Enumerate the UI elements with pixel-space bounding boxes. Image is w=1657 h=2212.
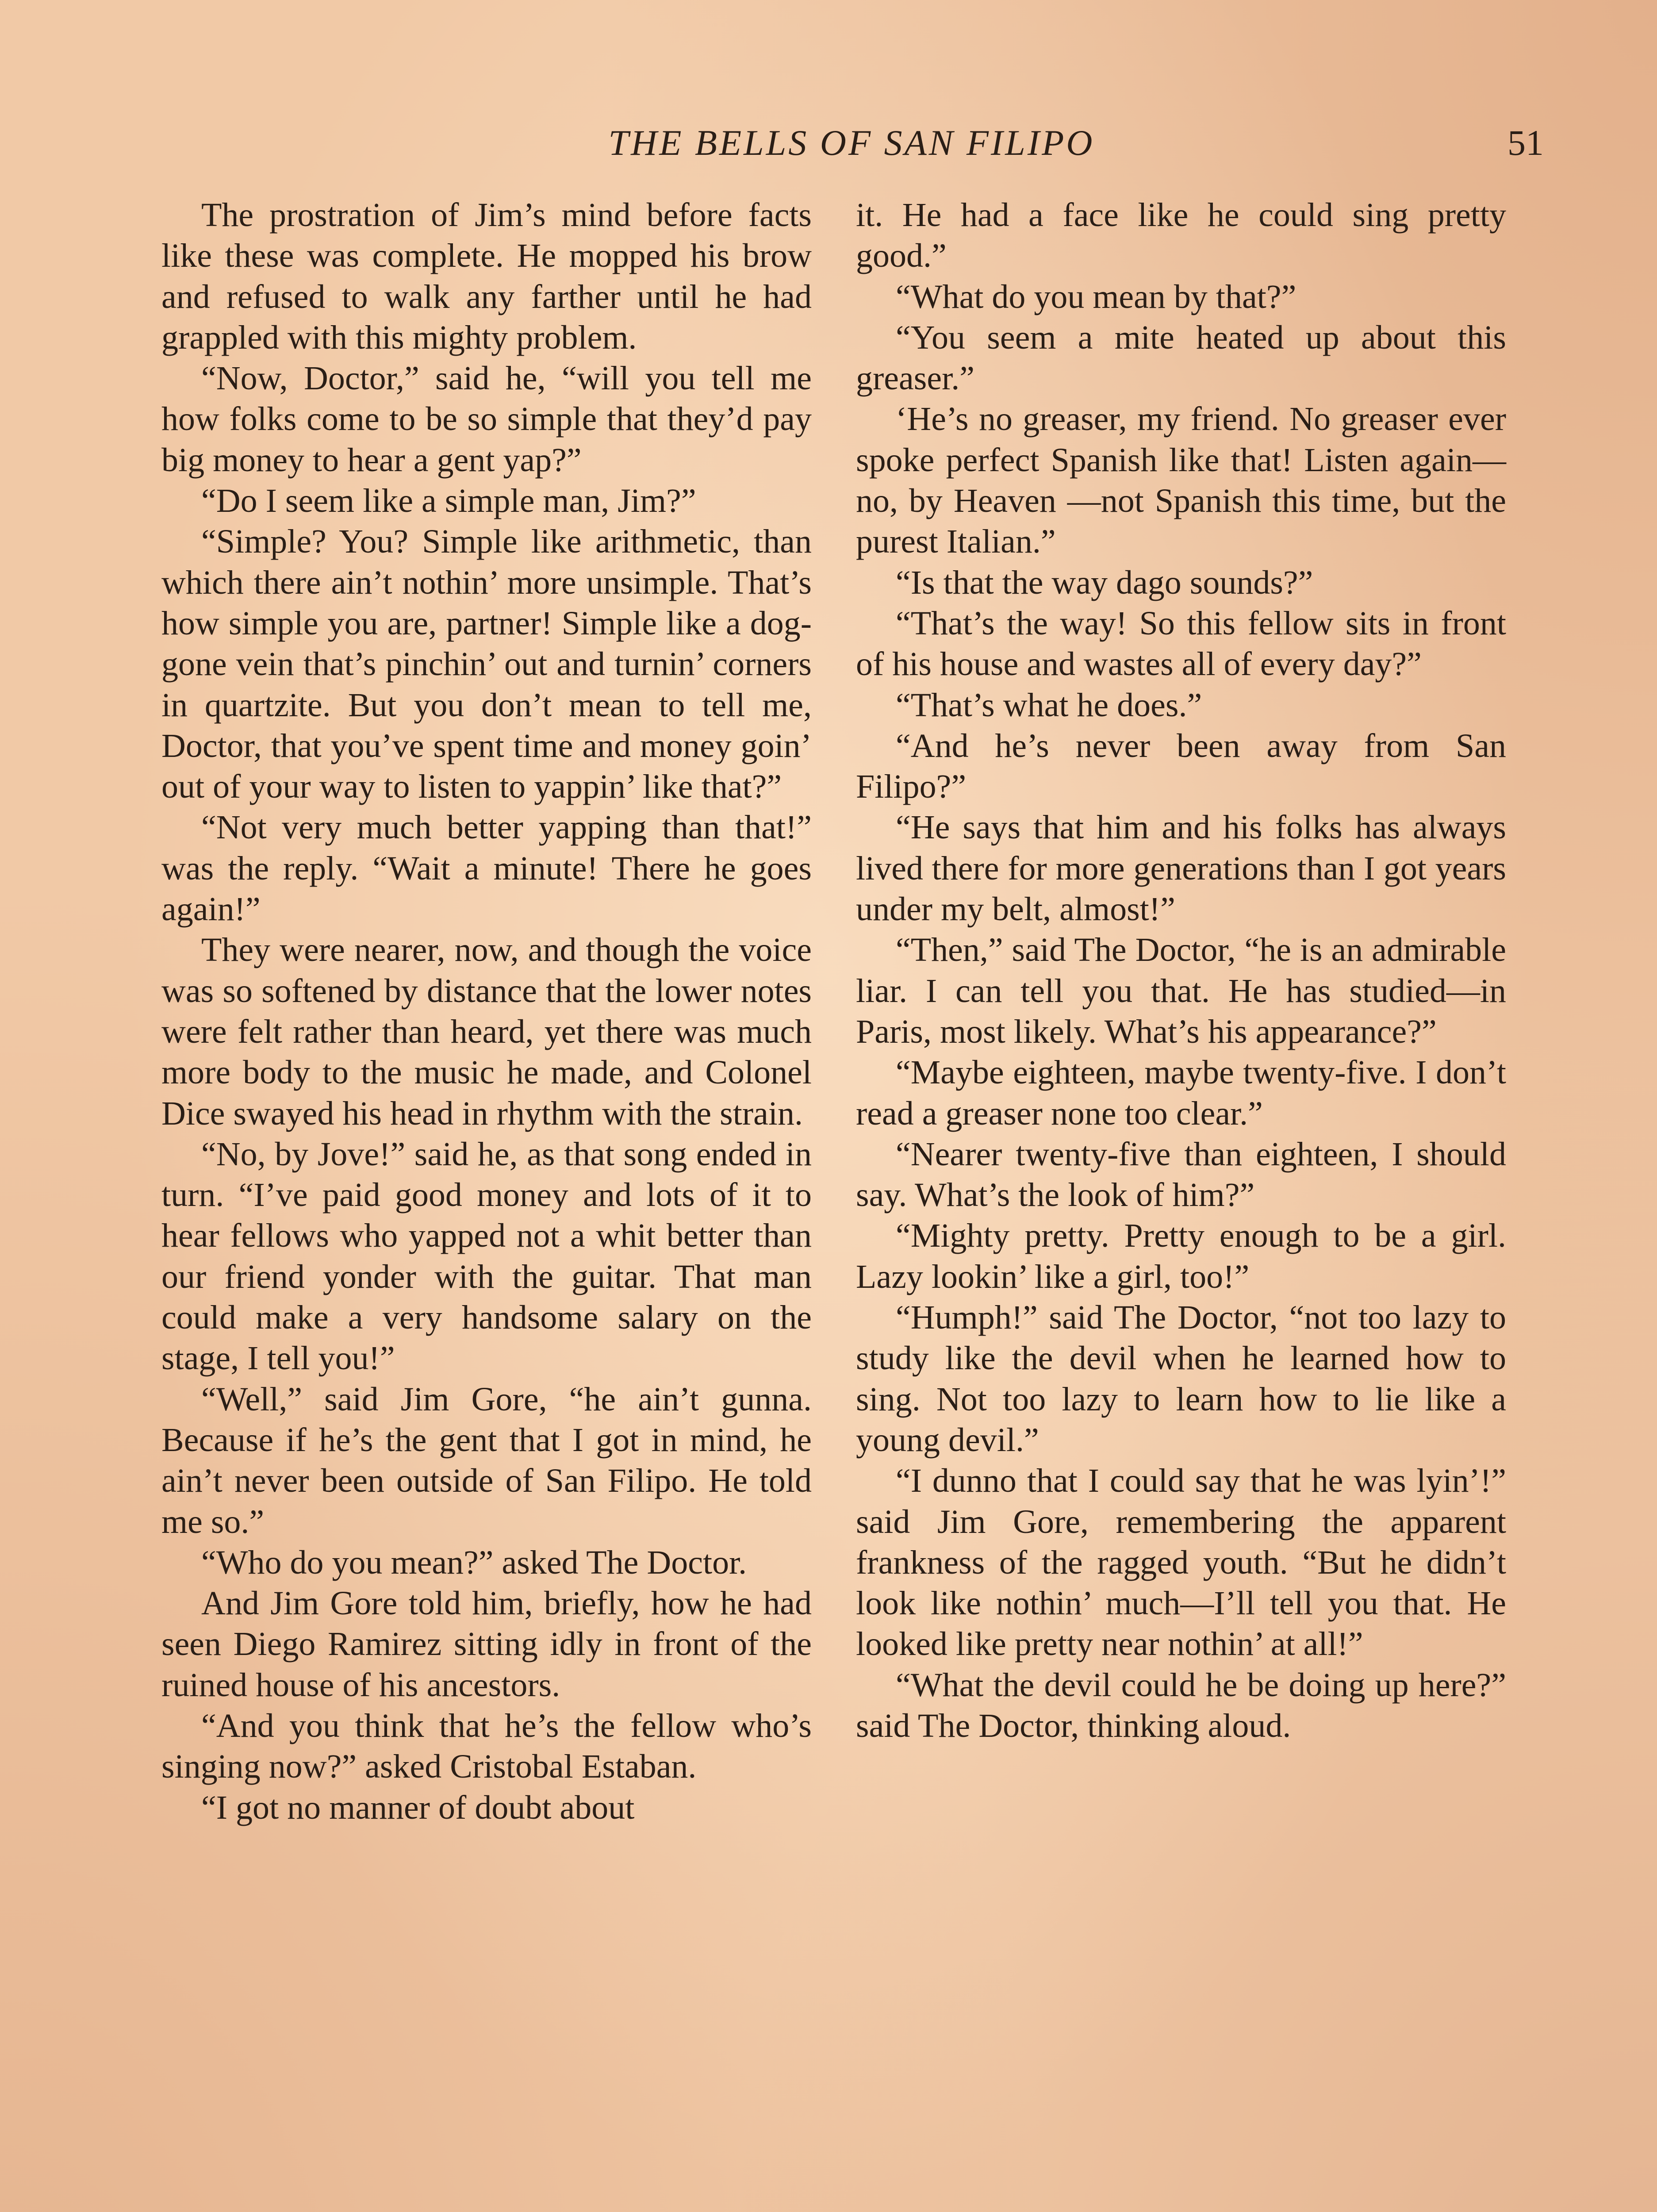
paragraph: “And he’s never been away from San Filipo?” <box>856 727 1506 806</box>
paragraph: “Nearer twenty-five than eighteen, I should say. What’s the look of him?” <box>856 1135 1506 1214</box>
paragraph: ‘He’s no greaser, my friend. No greaser ever spoke perfect Spanish like that! Listen again—no, by Heaven —not Spanish this time, but the purest Italian.” <box>856 400 1506 561</box>
paragraph: “That’s what he does.” <box>896 686 1202 724</box>
paragraph: “Not very much better yapping than that!” was the reply. “Wait a minute! There he goes again!” <box>161 809 812 928</box>
paragraph: “Do I seem like a simple man, Jim?” <box>201 482 696 520</box>
right-column <box>856 195 1506 1828</box>
paragraph: “He says that him and his folks has always lived there for more generations than I got years under my belt, almost!” <box>856 809 1506 928</box>
paragraph: “And you think that he’s the fellow who’s singing now?” asked Cristobal Estaban. <box>161 1707 812 1786</box>
paragraph: They were nearer, now, and though the voice was so softened by distance that the lower notes were felt rather than heard, yet there was much more body to the music he made, and Colonel Dice swayed his head in rhythm with the strain. <box>161 931 812 1132</box>
continued-paragraph: it. He had a face like he could sing pretty good.” <box>856 196 1506 275</box>
paragraph: “Humph!” said The Doctor, “not too lazy to study like the devil when he learned how to sing. Not too lazy to learn how to lie like a young devil.” <box>856 1299 1506 1459</box>
paragraph: “What do you mean by that?” <box>896 278 1296 315</box>
paragraph: “Is that the way dago sounds?” <box>896 564 1313 601</box>
paragraph: “Well,” said Jim Gore, “he ain’t gunna. Because if he’s the gent that I got in mind, he ain’t never been outside of San Filipo. He told me so.” <box>161 1380 812 1540</box>
paragraph: “You seem a mite heated up about this greaser.” <box>856 319 1506 397</box>
paragraph: “Who do you mean?” asked The Doctor. <box>201 1544 747 1581</box>
page-number: 51 <box>1507 123 1544 163</box>
paragraph: And Jim Gore told him, briefly, how he had seen Diego Ramirez sitting idly in front of the ruined house of his ancestors. <box>161 1585 812 1704</box>
paragraph: “Mighty pretty. Pretty enough to be a girl. Lazy lookin’ like a girl, too!” <box>856 1217 1506 1295</box>
left-column <box>161 195 812 1828</box>
text-columns <box>161 195 1506 1828</box>
paragraph: “What the devil could he be doing up here?” said The Doctor, thinking aloud. <box>856 1666 1506 1744</box>
running-title: THE BELLS OF SAN FILIPO <box>608 123 1095 163</box>
paragraph: “I got no manner of doubt about <box>201 1789 635 1826</box>
paragraph: The prostration of Jim’s mind before facts like these was complete. He mopped his brow and refused to walk any farther until he had grappled with this mighty problem. <box>161 196 812 356</box>
paragraph: “I dunno that I could say that he was lyin’!” said Jim Gore, remembering the apparent frankness of the ragged youth. “But he didn’t look like nothin’ much—I’ll tell you that. He looked like pretty near nothin’ at all!” <box>856 1462 1506 1663</box>
paragraph: “Then,” said The Doctor, “he is an admirable liar. I can tell you that. He has studied—in Paris, most likely. What’s his appearance?” <box>856 931 1506 1050</box>
paragraph: “Simple? You? Simple like arithmetic, than which there ain’t nothin’ more unsimple. That’s how simple you are, partner! Simple like a dog-gone vein that’s pinchin’ out and turnin’ corners in quartzite. But you don’t mean to tell me, Doctor, that you’ve spent time and money goin’ out of your way to listen to yappin’ like that?” <box>161 523 812 806</box>
paragraph: “That’s the way! So this fellow sits in front of his house and wastes all of every day?” <box>856 604 1506 683</box>
page-header <box>159 119 1544 167</box>
paragraph: “Now, Doctor,” said he, “will you tell me how folks come to be so simple that they’d pay big money to hear a gent yap?” <box>161 360 812 479</box>
paragraph: “No, by Jove!” said he, as that song ended in turn. “I’ve paid good money and lots of it to hear fellows who yapped not a whit better than our friend yonder with the guitar. That man could make a very handsome salary on the stage, I tell you!” <box>161 1135 812 1377</box>
paragraph: “Maybe eighteen, maybe twenty-five. I don’t read a greaser none too clear.” <box>856 1054 1506 1132</box>
